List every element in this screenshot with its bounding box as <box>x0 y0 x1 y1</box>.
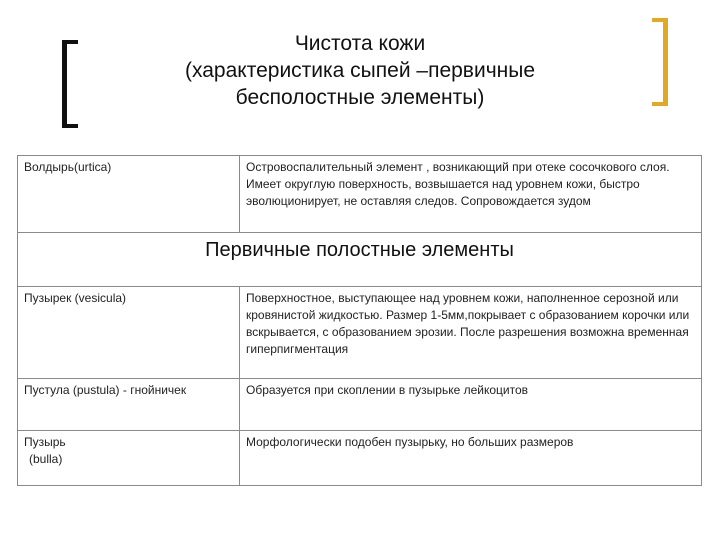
term-cell: Пустула (pustula) - гнойничек <box>18 379 240 431</box>
term-line-1: Пузырь <box>24 435 66 449</box>
table-row <box>18 156 702 233</box>
right-bracket-decoration <box>652 18 668 106</box>
term-cell: Волдырь(urtica) <box>18 156 240 233</box>
table-row <box>18 287 702 379</box>
table-row <box>18 431 702 486</box>
left-bracket-decoration <box>62 40 78 128</box>
title-line-2: (характеристика сыпей –первичные <box>184 59 536 82</box>
term-cell: Пузырек (vesicula) <box>18 287 240 379</box>
description-cell: Островоспалительный элемент , возникающий при отеке сосочкового слоя. Имеет округлую поверхность, возвышается над уровнем кожи, быстро эволюционирует, не оставляя следов. Сопровождается зудом <box>240 156 702 233</box>
term-line-2: (bulla) <box>29 452 63 466</box>
title-line-1: Чистота кожи <box>294 32 426 55</box>
section-row <box>18 233 702 287</box>
elements-table <box>17 155 702 486</box>
term-cell <box>18 431 240 486</box>
slide-title <box>100 30 620 111</box>
table-row <box>18 379 702 431</box>
description-cell: Морфологически подобен пузырьку, но больших размеров <box>240 431 702 486</box>
description-cell: Образуется при скоплении в пузырьке лейкоцитов <box>240 379 702 431</box>
description-cell: Поверхностное, выступающее над уровнем кожи, наполненное серозной или кровянистой жидкостью. Размер 1-5мм,покрывает с образованием корочки или вскрывается, с образованием эрозии. После разрешения возможна временная гиперпигментация <box>240 287 702 379</box>
title-line-3: бесполостные элементы) <box>235 86 485 109</box>
section-header: Первичные полостные элементы <box>18 233 702 287</box>
